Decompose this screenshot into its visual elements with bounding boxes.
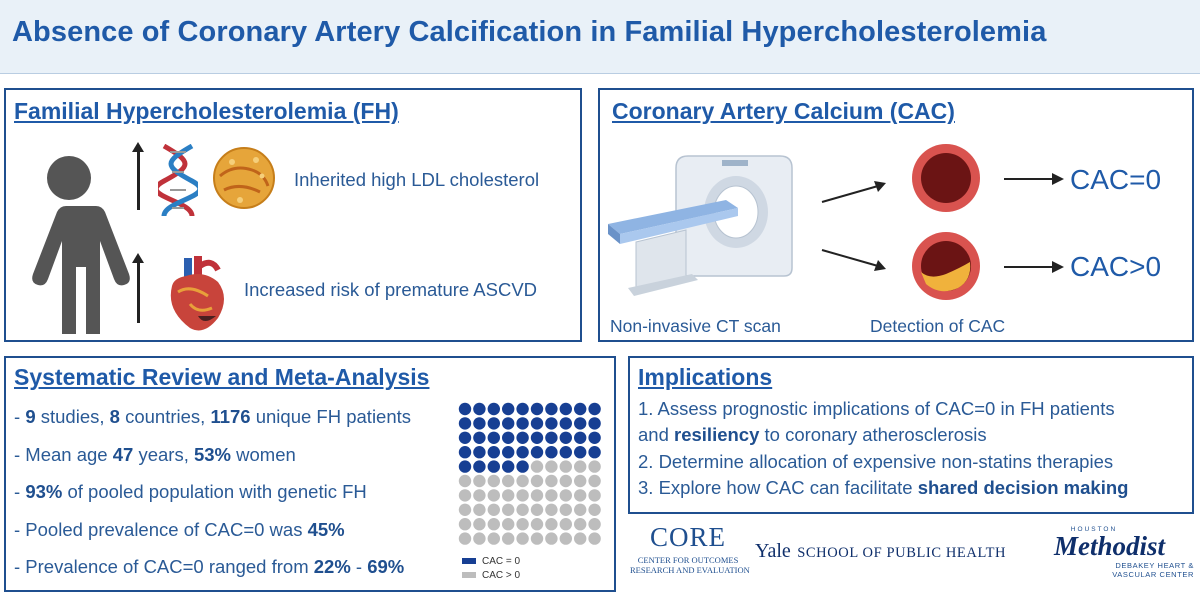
implication-text: 2. Determine allocation of expensive non-statins therapies xyxy=(638,451,1114,472)
ct-scanner-icon xyxy=(606,150,802,300)
bullet-highlight: 69% xyxy=(367,556,405,577)
waffle-dot-cac-zero xyxy=(588,417,600,429)
waffle-dot-cac-positive xyxy=(516,532,528,544)
bullet-highlight: 93% xyxy=(25,481,63,502)
waffle-dot-cac-positive xyxy=(488,475,500,487)
waffle-dot-cac-zero xyxy=(516,460,528,472)
waffle-dot-cac-positive xyxy=(574,489,586,501)
cac-positive-result: CAC>0 xyxy=(1070,251,1162,282)
waffle-dot-cac-zero xyxy=(531,432,543,444)
waffle-dot-cac-zero xyxy=(459,417,471,429)
detection-label: Detection of CAC xyxy=(870,316,1006,336)
implication-text: to coronary atherosclerosis xyxy=(759,424,987,445)
waffle-dot-cac-positive xyxy=(545,532,557,544)
waffle-dot-cac-positive xyxy=(531,532,543,544)
waffle-dot-cac-zero xyxy=(459,460,471,472)
fh-ascvd-risk-text: Increased risk of premature ASCVD xyxy=(244,279,538,300)
ct-scan-label: Non-invasive CT scan xyxy=(610,316,781,336)
page-title: Absence of Coronary Artery Calcification in Familial Hypercholesterolemia xyxy=(12,16,1047,48)
bullet-text: - xyxy=(14,406,26,427)
meta-analysis-bullet xyxy=(14,406,411,444)
waffle-dot-cac-positive xyxy=(531,504,543,516)
implication-text: 1. Assess prognostic implications of CAC=0 in FH patients xyxy=(638,398,1115,419)
bullet-highlight: 9 xyxy=(25,406,36,427)
implication-line xyxy=(638,424,987,446)
meta-analysis-panel xyxy=(4,356,616,592)
legend-cac-zero xyxy=(462,556,520,567)
waffle-dot-cac-positive xyxy=(531,475,543,487)
waffle-dot-cac-positive xyxy=(459,489,471,501)
waffle-dot-cac-positive xyxy=(545,504,557,516)
core-logo-wordmark: CORE xyxy=(649,522,726,552)
waffle-dot-cac-zero xyxy=(531,446,543,458)
waffle-dot-cac-zero xyxy=(473,403,485,415)
artery-cross-section-icon xyxy=(910,142,982,214)
methodist-logo xyxy=(1054,526,1194,579)
waffle-dot-cac-zero xyxy=(502,432,514,444)
waffle-dot-cac-positive xyxy=(459,532,471,544)
waffle-dot-cac-zero xyxy=(473,432,485,444)
implication-highlight: resiliency xyxy=(674,424,760,445)
waffle-dot-cac-zero xyxy=(459,403,471,415)
meta-analysis-bullet xyxy=(14,556,411,594)
bullet-text: countries, xyxy=(119,406,211,427)
waffle-dot-cac-zero xyxy=(516,446,528,458)
waffle-dot-cac-positive xyxy=(516,518,528,530)
waffle-dot-cac-zero xyxy=(516,417,528,429)
waffle-dot-cac-zero xyxy=(502,417,514,429)
core-logo-subtitle-2: RESEARCH AND EVALUATION xyxy=(630,565,750,575)
implications-heading: Implications xyxy=(638,364,773,390)
bullet-text: - Prevalence of CAC=0 ranged from xyxy=(14,556,314,577)
implication-line xyxy=(638,451,1113,473)
waffle-dot-cac-positive xyxy=(473,532,485,544)
waffle-dot-cac-positive xyxy=(560,475,572,487)
methodist-top-label: HOUSTON xyxy=(1070,526,1118,533)
waffle-dot-cac-positive xyxy=(545,460,557,472)
waffle-dot-cac-positive xyxy=(560,489,572,501)
bullet-text: - Mean age xyxy=(14,443,113,465)
waffle-dot-cac-zero xyxy=(545,432,557,444)
bullet-highlight: 8 xyxy=(109,406,120,427)
bullet-text: women xyxy=(231,443,296,465)
core-logo xyxy=(630,522,750,592)
bullet-text: - xyxy=(350,556,368,577)
waffle-dot-cac-zero xyxy=(545,417,557,429)
waffle-dot-cac-zero xyxy=(588,446,600,458)
implication-line xyxy=(638,477,1128,499)
waffle-dot-cac-zero xyxy=(473,460,485,472)
waffle-dot-cac-zero xyxy=(545,446,557,458)
waffle-dot-cac-positive xyxy=(574,475,586,487)
waffle-dot-cac-positive xyxy=(502,489,514,501)
implications-panel xyxy=(628,356,1194,514)
waffle-dot-cac-zero xyxy=(560,403,572,415)
waffle-dot-cac-positive xyxy=(588,475,600,487)
waffle-dot-cac-zero xyxy=(488,460,500,472)
bullet-text: - Pooled prevalence of CAC=0 was xyxy=(14,518,308,540)
methodist-subtitle-2: VASCULAR CENTER xyxy=(1112,570,1194,579)
waffle-dot-cac-positive xyxy=(459,518,471,530)
bullet-highlight: 47 xyxy=(112,443,134,465)
waffle-dot-cac-positive xyxy=(574,518,586,530)
fh-panel xyxy=(4,88,582,342)
core-logo-subtitle-1: CENTER FOR OUTCOMES xyxy=(637,555,739,565)
methodist-wordmark: Methodist xyxy=(1054,531,1166,561)
cac-zero-result: CAC=0 xyxy=(1070,164,1162,195)
implication-text: and xyxy=(638,424,675,445)
legend-label-cac-zero: CAC = 0 xyxy=(482,556,521,567)
waffle-dot-cac-positive xyxy=(473,518,485,530)
bullet-highlight: 1176 xyxy=(210,406,251,427)
waffle-dot-cac-zero xyxy=(560,432,572,444)
waffle-dot-cac-positive xyxy=(516,489,528,501)
right-arrow-icon xyxy=(1002,260,1066,274)
up-arrow-icon xyxy=(137,261,140,323)
fh-inherited-ldl-text: Inherited high LDL cholesterol xyxy=(294,169,540,190)
waffle-dot-cac-positive xyxy=(588,460,600,472)
waffle-dot-cac-zero xyxy=(459,446,471,458)
waffle-chart xyxy=(458,402,608,554)
bullet-text: - xyxy=(14,481,26,502)
ldl-particle-icon xyxy=(212,146,276,210)
right-arrow-icon xyxy=(1002,172,1066,186)
waffle-dot-cac-positive xyxy=(488,532,500,544)
cac-heading: Coronary Artery Calcium (CAC) xyxy=(612,98,955,124)
waffle-dot-cac-zero xyxy=(488,446,500,458)
waffle-dot-cac-positive xyxy=(574,532,586,544)
waffle-dot-cac-zero xyxy=(574,432,586,444)
bullet-highlight: 53% xyxy=(193,443,232,465)
bullet-text: of pooled population with genetic FH xyxy=(62,481,367,502)
bullet-highlight: 22% xyxy=(313,556,351,577)
waffle-dot-cac-positive xyxy=(560,504,572,516)
waffle-dot-cac-zero xyxy=(488,432,500,444)
waffle-dot-cac-positive xyxy=(459,504,471,516)
heart-icon xyxy=(164,256,228,334)
right-arrow-icon xyxy=(820,246,890,272)
waffle-dot-cac-positive xyxy=(502,504,514,516)
legend-swatch-cac-positive xyxy=(462,572,476,578)
legend-label-cac-positive: CAC > 0 xyxy=(482,570,521,581)
bullet-text: studies, xyxy=(35,406,110,427)
waffle-dot-cac-positive xyxy=(473,504,485,516)
header-banner xyxy=(0,0,1200,74)
meta-analysis-bullet xyxy=(14,444,411,482)
waffle-dot-cac-zero xyxy=(560,417,572,429)
waffle-dot-cac-positive xyxy=(516,504,528,516)
waffle-dot-cac-positive xyxy=(545,475,557,487)
waffle-dot-cac-positive xyxy=(488,489,500,501)
dna-icon xyxy=(158,144,198,218)
waffle-dot-cac-positive xyxy=(488,504,500,516)
bullet-highlight: 45% xyxy=(307,518,345,540)
fh-heading: Familial Hypercholesterolemia (FH) xyxy=(14,98,399,124)
waffle-dot-cac-zero xyxy=(502,460,514,472)
implication-highlight: shared decision making xyxy=(917,477,1129,498)
waffle-dot-cac-zero xyxy=(574,417,586,429)
meta-analysis-bullets xyxy=(14,406,411,594)
waffle-dot-cac-positive xyxy=(502,518,514,530)
waffle-dot-cac-positive xyxy=(502,532,514,544)
waffle-dot-cac-positive xyxy=(588,518,600,530)
waffle-dot-cac-positive xyxy=(459,475,471,487)
waffle-dot-cac-zero xyxy=(574,446,586,458)
waffle-dot-cac-positive xyxy=(560,518,572,530)
waffle-dot-cac-zero xyxy=(502,446,514,458)
right-arrow-icon xyxy=(820,180,890,206)
waffle-dot-cac-zero xyxy=(545,403,557,415)
implication-line xyxy=(638,398,1115,420)
waffle-dot-cac-zero xyxy=(516,403,528,415)
person-icon xyxy=(14,154,134,334)
meta-analysis-bullet xyxy=(14,481,411,519)
waffle-dot-cac-positive xyxy=(531,518,543,530)
waffle-dot-cac-zero xyxy=(473,446,485,458)
waffle-dot-cac-zero xyxy=(531,417,543,429)
waffle-dot-cac-positive xyxy=(531,460,543,472)
waffle-dot-cac-positive xyxy=(473,475,485,487)
waffle-dot-cac-positive xyxy=(588,489,600,501)
waffle-dot-cac-positive xyxy=(560,532,572,544)
waffle-dot-cac-positive xyxy=(502,475,514,487)
waffle-dot-cac-positive xyxy=(560,460,572,472)
waffle-dot-cac-positive xyxy=(588,532,600,544)
waffle-dot-cac-positive xyxy=(545,489,557,501)
calcified-artery-icon xyxy=(910,230,982,302)
yale-wordmark: Yale xyxy=(755,540,791,562)
legend-cac-positive xyxy=(462,570,520,581)
waffle-dot-cac-zero xyxy=(574,403,586,415)
waffle-dot-cac-zero xyxy=(488,403,500,415)
waffle-dot-cac-positive xyxy=(473,489,485,501)
implication-text: 3. Explore how CAC can facilitate xyxy=(638,477,918,498)
meta-analysis-bullet xyxy=(14,519,411,557)
legend-swatch-cac-zero xyxy=(462,558,476,564)
bullet-text: years, xyxy=(133,443,194,465)
waffle-dot-cac-positive xyxy=(588,504,600,516)
cac-panel xyxy=(598,88,1194,342)
waffle-dot-cac-positive xyxy=(574,504,586,516)
waffle-dot-cac-positive xyxy=(574,460,586,472)
waffle-dot-cac-positive xyxy=(516,475,528,487)
yale-school-name: SCHOOL OF PUBLIC HEALTH xyxy=(797,545,1007,561)
waffle-dot-cac-zero xyxy=(473,417,485,429)
waffle-dot-cac-zero xyxy=(588,403,600,415)
waffle-dot-cac-zero xyxy=(488,417,500,429)
waffle-dot-cac-positive xyxy=(531,489,543,501)
waffle-dot-cac-positive xyxy=(545,518,557,530)
waffle-dot-cac-zero xyxy=(588,432,600,444)
waffle-dot-cac-zero xyxy=(502,403,514,415)
methodist-subtitle-1: DEBAKEY HEART & xyxy=(1115,561,1194,570)
bullet-text: unique FH patients xyxy=(250,406,412,427)
waffle-dot-cac-zero xyxy=(459,432,471,444)
up-arrow-icon xyxy=(137,150,140,210)
meta-analysis-heading: Systematic Review and Meta-Analysis xyxy=(14,364,430,390)
waffle-dot-cac-zero xyxy=(560,446,572,458)
yale-logo xyxy=(755,540,1006,563)
waffle-dot-cac-positive xyxy=(488,518,500,530)
waffle-dot-cac-zero xyxy=(516,432,528,444)
waffle-dot-cac-zero xyxy=(531,403,543,415)
